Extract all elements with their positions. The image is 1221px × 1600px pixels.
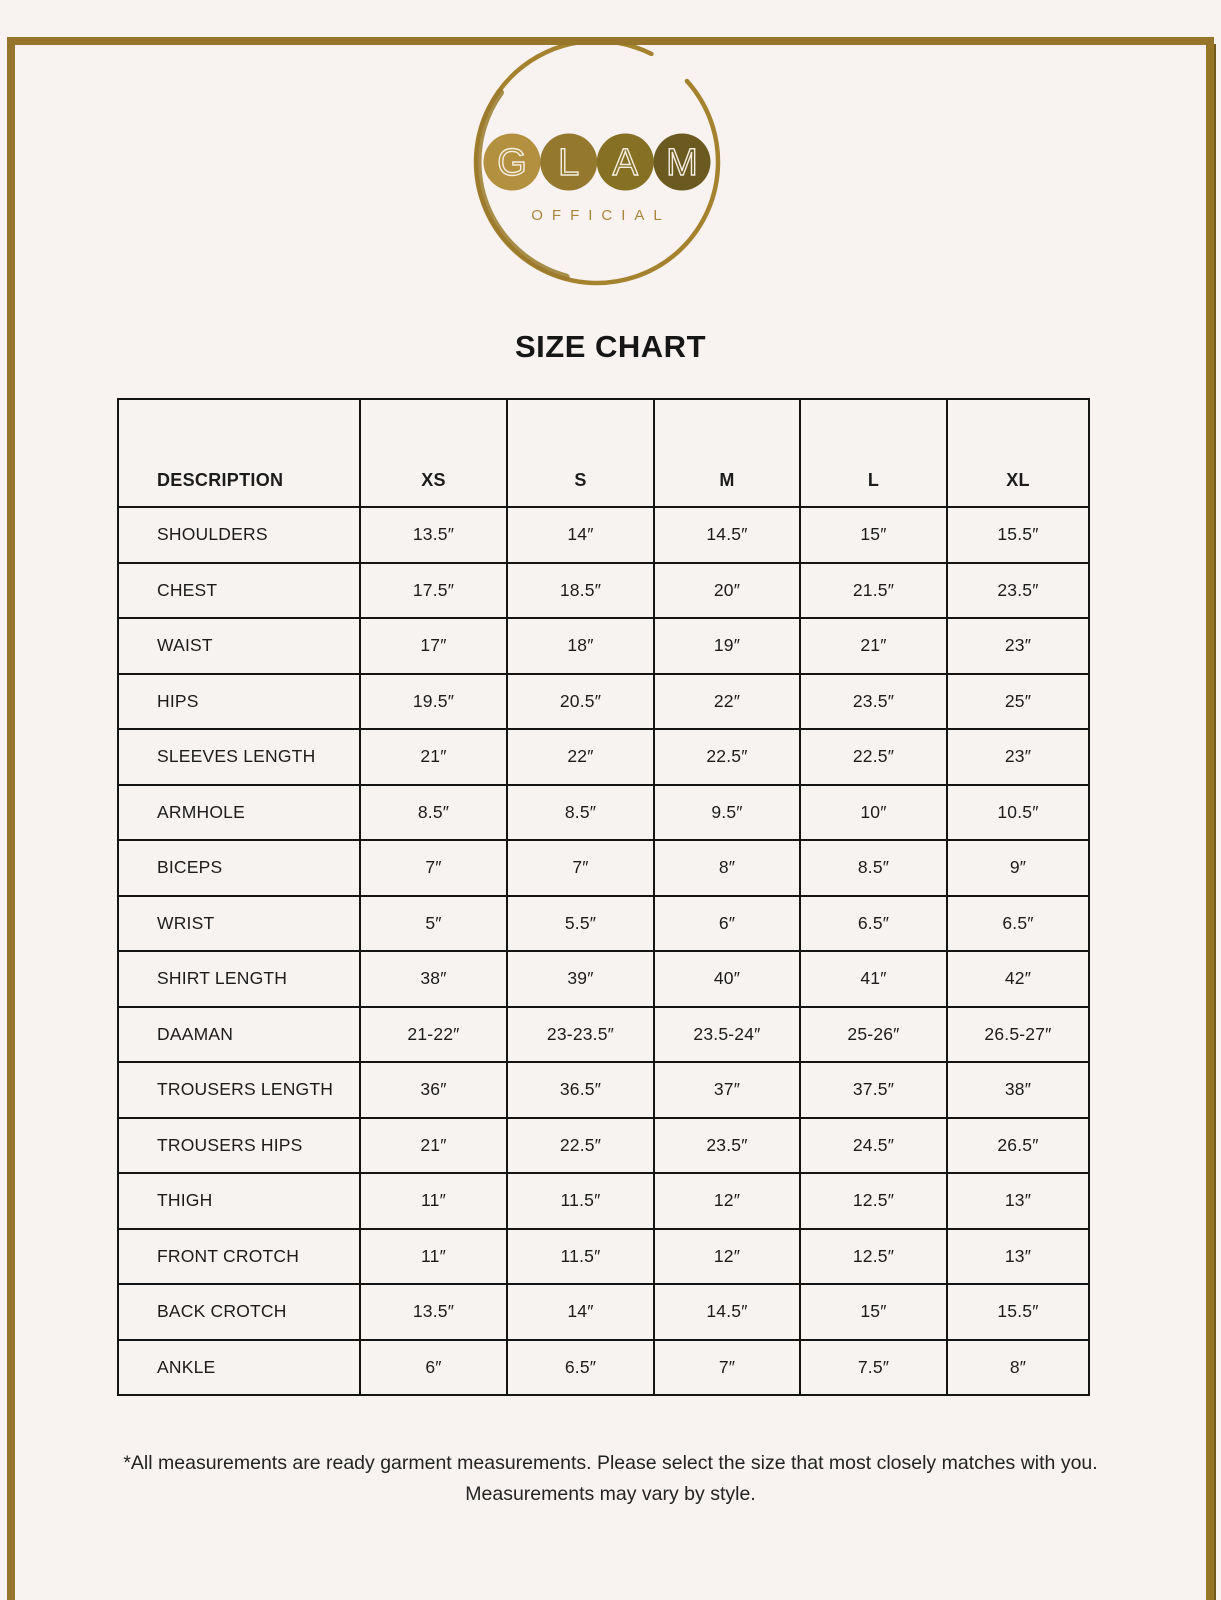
table-row	[118, 1173, 1089, 1229]
row-label: WRIST	[118, 896, 360, 952]
column-header-s: S	[507, 399, 654, 507]
column-header-xl: XL	[947, 399, 1089, 507]
measurement-value: 38″	[947, 1062, 1089, 1118]
measurement-value: 6″	[360, 1340, 507, 1396]
measurement-value: 23″	[947, 729, 1089, 785]
measurement-value: 6.5″	[800, 896, 947, 952]
measurement-value: 10″	[800, 785, 947, 841]
measurement-value: 23.5″	[800, 674, 947, 730]
measurement-value: 11.5″	[507, 1229, 654, 1285]
row-label: TROUSERS LENGTH	[118, 1062, 360, 1118]
row-label: BICEPS	[118, 840, 360, 896]
table-row	[118, 729, 1089, 785]
measurement-value: 37.5″	[800, 1062, 947, 1118]
measurement-value: 36″	[360, 1062, 507, 1118]
measurement-value: 7″	[507, 840, 654, 896]
table-header-row	[118, 399, 1089, 507]
measurement-value: 9″	[947, 840, 1089, 896]
measurement-value: 21″	[360, 729, 507, 785]
column-header-xs: XS	[360, 399, 507, 507]
measurement-value: 12.5″	[800, 1173, 947, 1229]
measurement-value: 21″	[360, 1118, 507, 1174]
measurement-value: 23″	[947, 618, 1089, 674]
measurement-value: 6.5″	[507, 1340, 654, 1396]
measurement-value: 12″	[654, 1173, 800, 1229]
measurement-value: 38″	[360, 951, 507, 1007]
measurement-value: 25-26″	[800, 1007, 947, 1063]
table-row	[118, 1284, 1089, 1340]
table-row	[118, 951, 1089, 1007]
measurement-value: 6.5″	[947, 896, 1089, 952]
measurement-value: 8″	[654, 840, 800, 896]
size-table-body	[118, 507, 1089, 1395]
size-chart-table	[117, 398, 1090, 1396]
column-header-m: M	[654, 399, 800, 507]
measurement-value: 21″	[800, 618, 947, 674]
page-title: SIZE CHART	[515, 329, 706, 364]
row-label: SLEEVES LENGTH	[118, 729, 360, 785]
measurement-value: 12″	[654, 1229, 800, 1285]
row-label: ANKLE	[118, 1340, 360, 1396]
measurement-value: 22″	[654, 674, 800, 730]
logo-letter-a: A	[612, 142, 638, 184]
measurement-value: 14.5″	[654, 507, 800, 563]
measurement-value: 20.5″	[507, 674, 654, 730]
measurement-value: 11″	[360, 1229, 507, 1285]
measurement-value: 14.5″	[654, 1284, 800, 1340]
row-label: SHIRT LENGTH	[118, 951, 360, 1007]
measurement-value: 26.5-27″	[947, 1007, 1089, 1063]
row-label: TROUSERS HIPS	[118, 1118, 360, 1174]
logo-letter-l: L	[557, 142, 579, 184]
measurement-value: 22″	[507, 729, 654, 785]
measurement-value: 19″	[654, 618, 800, 674]
measurement-value: 14″	[507, 507, 654, 563]
footnote-line-2: Measurements may vary by style.	[465, 1482, 756, 1505]
measurement-value: 14″	[507, 1284, 654, 1340]
measurement-value: 8.5″	[507, 785, 654, 841]
measurement-value: 6″	[654, 896, 800, 952]
measurement-value: 20″	[654, 563, 800, 619]
table-row	[118, 896, 1089, 952]
table-row	[118, 785, 1089, 841]
measurement-value: 21-22″	[360, 1007, 507, 1063]
measurement-value: 11″	[360, 1173, 507, 1229]
row-label: BACK CROTCH	[118, 1284, 360, 1340]
row-label: HIPS	[118, 674, 360, 730]
measurement-value: 23.5-24″	[654, 1007, 800, 1063]
measurement-value: 41″	[800, 951, 947, 1007]
measurement-value: 26.5″	[947, 1118, 1089, 1174]
measurement-value: 7″	[654, 1340, 800, 1396]
measurement-value: 12.5″	[800, 1229, 947, 1285]
measurement-value: 7″	[360, 840, 507, 896]
table-row	[118, 1340, 1089, 1396]
logo-letter-m: M	[665, 142, 698, 184]
measurement-value: 18″	[507, 618, 654, 674]
table-row	[118, 507, 1089, 563]
measurement-value: 8″	[947, 1340, 1089, 1396]
measurement-value: 18.5″	[507, 563, 654, 619]
measurement-value: 36.5″	[507, 1062, 654, 1118]
measurement-value: 5.5″	[507, 896, 654, 952]
table-row	[118, 563, 1089, 619]
row-label: WAIST	[118, 618, 360, 674]
row-label: FRONT CROTCH	[118, 1229, 360, 1285]
brand-logo-graphic	[462, 30, 732, 302]
table-row	[118, 840, 1089, 896]
table-row	[118, 1229, 1089, 1285]
measurement-value: 22.5″	[507, 1118, 654, 1174]
measurement-value: 10.5″	[947, 785, 1089, 841]
measurement-value: 21.5″	[800, 563, 947, 619]
table-row	[118, 1062, 1089, 1118]
measurement-value: 22.5″	[654, 729, 800, 785]
measurement-value: 15″	[800, 507, 947, 563]
measurement-value: 23.5″	[947, 563, 1089, 619]
row-label: ARMHOLE	[118, 785, 360, 841]
table-row	[118, 618, 1089, 674]
measurement-value: 9.5″	[654, 785, 800, 841]
measurement-value: 17.5″	[360, 563, 507, 619]
measurement-value: 15″	[800, 1284, 947, 1340]
brand-logo	[462, 30, 732, 307]
measurement-value: 23-23.5″	[507, 1007, 654, 1063]
footnote	[91, 1448, 1131, 1510]
measurement-value: 13.5″	[360, 1284, 507, 1340]
measurement-value: 40″	[654, 951, 800, 1007]
measurement-value: 13″	[947, 1173, 1089, 1229]
measurement-value: 19.5″	[360, 674, 507, 730]
table-row	[118, 674, 1089, 730]
measurement-value: 13″	[947, 1229, 1089, 1285]
measurement-value: 15.5″	[947, 1284, 1089, 1340]
measurement-value: 23.5″	[654, 1118, 800, 1174]
measurement-value: 39″	[507, 951, 654, 1007]
measurement-value: 24.5″	[800, 1118, 947, 1174]
row-label: THIGH	[118, 1173, 360, 1229]
measurement-value: 22.5″	[800, 729, 947, 785]
measurement-value: 11.5″	[507, 1173, 654, 1229]
measurement-value: 7.5″	[800, 1340, 947, 1396]
logo-subtitle: OFFICIAL	[530, 207, 671, 224]
measurement-value: 17″	[360, 618, 507, 674]
column-header-l: L	[800, 399, 947, 507]
measurement-value: 37″	[654, 1062, 800, 1118]
row-label: DAAMAN	[118, 1007, 360, 1063]
logo-letter-g: G	[496, 142, 527, 184]
measurement-value: 15.5″	[947, 507, 1089, 563]
measurement-value: 25″	[947, 674, 1089, 730]
row-label: CHEST	[118, 563, 360, 619]
measurement-value: 13.5″	[360, 507, 507, 563]
measurement-value: 5″	[360, 896, 507, 952]
measurement-value: 42″	[947, 951, 1089, 1007]
column-header-description: DESCRIPTION	[118, 399, 360, 507]
measurement-value: 8.5″	[360, 785, 507, 841]
row-label: SHOULDERS	[118, 507, 360, 563]
measurement-value: 8.5″	[800, 840, 947, 896]
table-row	[118, 1007, 1089, 1063]
footnote-line-1: *All measurements are ready garment measurements. Please select the size that most closely matches with you.	[123, 1452, 1098, 1474]
table-row	[118, 1118, 1089, 1174]
